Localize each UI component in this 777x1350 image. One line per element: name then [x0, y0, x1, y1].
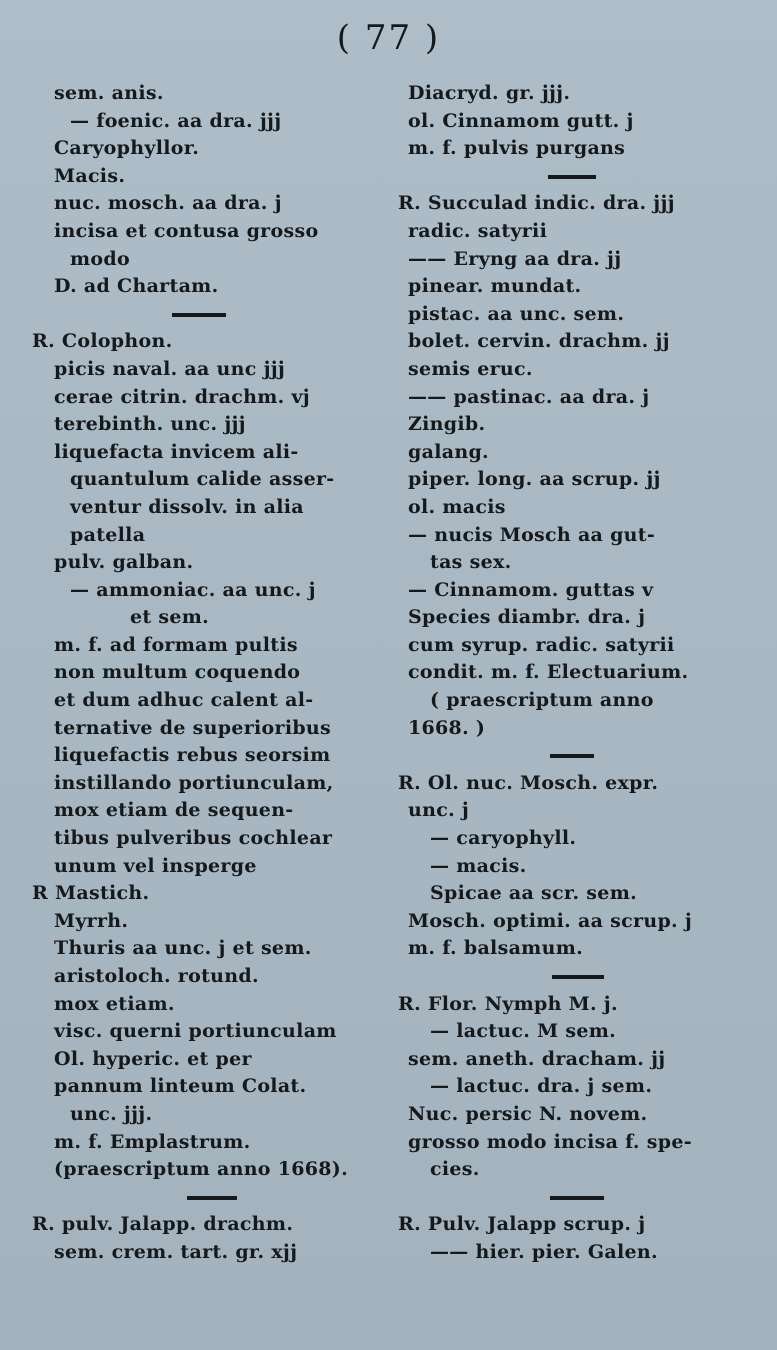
text-line: modo [70, 247, 130, 270]
text-line: Mosch. optimi. aa scrup. j [408, 909, 693, 932]
text-line: — caryophyll. [430, 827, 577, 850]
text-line: sem. anis. [54, 82, 164, 104]
text-line: ternative de superioribus [54, 716, 332, 739]
text-line: tibus pulveribus cochlear [54, 827, 333, 850]
text-line: radic. satyrii [408, 219, 548, 242]
section-divider [398, 742, 768, 770]
text-line: cies. [430, 1158, 480, 1181]
text-line: sem. aneth. dracham. jj [408, 1047, 666, 1070]
text-line: m. f. ad formam pultis [54, 633, 298, 656]
right-column [398, 80, 768, 1267]
text-line: m. f. balsamum. [408, 937, 584, 960]
text-line: — lactuc. M sem. [430, 1020, 617, 1043]
text-line: —— pastinac. aa dra. j [408, 385, 650, 408]
text-line: ol. Cinnamom gutt. j [408, 109, 634, 132]
text-line: ol. macis [408, 495, 506, 518]
text-line: — Cinnamom. guttas v [408, 578, 654, 601]
text-line: m. f. pulvis purgans [408, 137, 626, 160]
section-divider [398, 163, 768, 191]
text-line: — foenic. aa dra. jjj [70, 109, 282, 132]
text-line: R. Ol. nuc. Mosch. expr. [398, 771, 659, 794]
text-line: R. Flor. Nymph M. j. [398, 992, 618, 1015]
text-line: ( praescriptum anno [430, 689, 654, 712]
text-line: — macis. [430, 854, 527, 877]
text-line: R. Pulv. Jalapp scrup. j [398, 1213, 646, 1236]
text-line: — ammoniac. aa unc. j [70, 578, 316, 601]
text-line: R. Succulad indic. dra. jjj [398, 192, 675, 215]
text-line: terebinth. unc. jjj [54, 413, 246, 436]
text-line: — lactuc. dra. j sem. [430, 1075, 653, 1098]
text-line: unc. j [408, 799, 470, 822]
text-line: Species diambr. dra. j [408, 606, 646, 629]
text-line: —— hier. pier. Galen. [430, 1240, 658, 1263]
text-line: bolet. cervin. drachm. jj [408, 330, 670, 353]
text-line: R Mastich. [32, 882, 150, 905]
section-divider [22, 1184, 382, 1212]
left-column [22, 80, 382, 1267]
text-line: non multum coquendo [54, 661, 301, 684]
text-line: grosso modo incisa f. spe- [408, 1130, 692, 1153]
text-line: Diacryd. gr. jjj. [408, 82, 571, 104]
text-line: galang. [408, 440, 489, 463]
text-line: Macis. [54, 164, 126, 187]
text-line: nuc. mosch. aa dra. j [54, 192, 282, 215]
text-line: Thuris aa unc. j et sem. [54, 937, 312, 960]
text-line: 1668. ) [408, 716, 486, 739]
text-line: et sem. [130, 606, 210, 629]
text-line: sem. crem. tart. gr. xjj [54, 1240, 298, 1263]
text-line: unum vel insperge [54, 854, 257, 877]
text-line: Caryophyllor. [54, 137, 200, 160]
text-line: tas sex. [430, 551, 512, 574]
text-line: patella [70, 523, 146, 546]
text-line: Ol. hyperic. et per [54, 1047, 252, 1070]
text-line: m. f. Emplastrum. [54, 1130, 251, 1153]
section-divider [398, 963, 768, 991]
text-line: (praescriptum anno 1668). [54, 1158, 348, 1181]
text-line: visc. querni portiunculam [54, 1020, 337, 1043]
text-line: pinear. mundat. [408, 275, 582, 298]
text-line: cum syrup. radic. satyrii [408, 633, 675, 656]
text-line: Spicae aa scr. sem. [430, 882, 638, 905]
text-line: Myrrh. [54, 909, 129, 932]
text-line: liquefactis rebus seorsim [54, 744, 331, 767]
text-line: R. pulv. Jalapp. drachm. [32, 1213, 294, 1236]
text-line: —— Eryng aa dra. jj [408, 247, 622, 270]
text-line: D. ad Chartam. [54, 275, 219, 298]
text-line: instillando portiunculam, [54, 771, 334, 794]
text-line: pistac. aa unc. sem. [408, 302, 625, 325]
text-line: mox etiam de sequen- [54, 799, 294, 822]
text-line: — nucis Mosch aa gut- [408, 523, 656, 546]
text-line: Nuc. persic N. novem. [408, 1102, 648, 1125]
text-line: incisa et contusa grosso [54, 219, 319, 242]
text-line: pulv. galban. [54, 551, 194, 574]
text-line: piper. long. aa scrup. jj [408, 468, 661, 491]
text-line: semis eruc. [408, 357, 533, 380]
text-line: liquefacta invicem ali- [54, 440, 299, 463]
text-line: unc. jjj. [70, 1102, 153, 1125]
text-line: quantulum calide asser- [70, 468, 335, 491]
text-line: ventur dissolv. in alia [70, 495, 304, 518]
text-line: R. Colophon. [32, 330, 173, 353]
text-line: mox etiam. [54, 992, 175, 1015]
text-line: Zingib. [408, 413, 486, 436]
text-line: condit. m. f. Electuarium. [408, 661, 689, 684]
text-line: cerae citrin. drachm. vj [54, 385, 310, 408]
page-number: ( 77 ) [336, 18, 441, 58]
section-divider [398, 1184, 768, 1212]
text-line: aristoloch. rotund. [54, 965, 259, 987]
text-line: et dum adhuc calent al- [54, 689, 314, 712]
text-line: pannum linteum Colat. [54, 1075, 307, 1098]
section-divider [22, 301, 382, 329]
text-line: picis naval. aa unc jjj [54, 357, 286, 380]
